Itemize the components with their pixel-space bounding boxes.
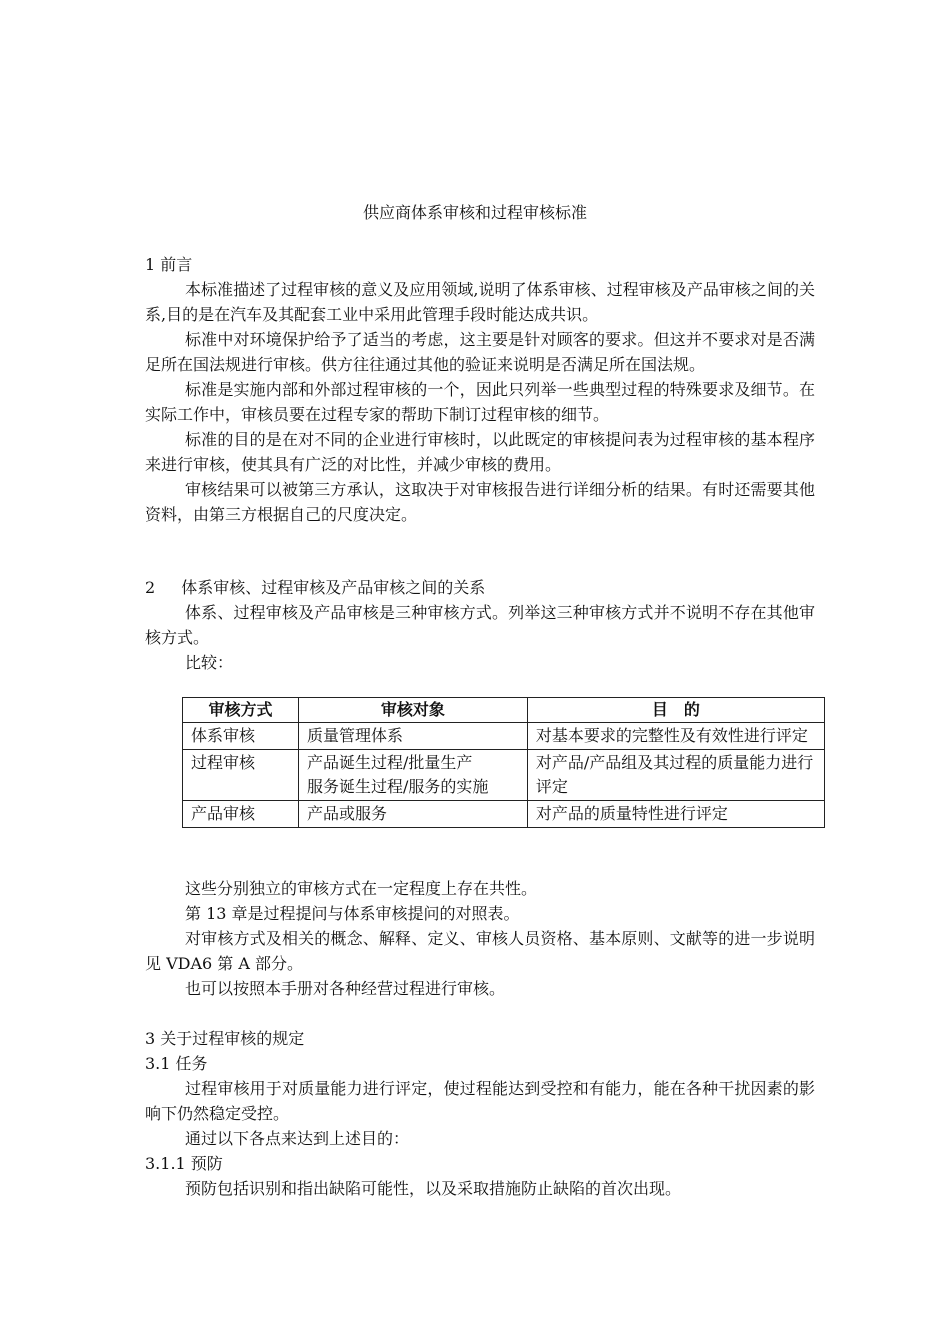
section-2-paragraph-2: 比较：: [185, 653, 234, 672]
table-cell-object: 质量管理体系: [299, 723, 528, 750]
table-header-object: 审核对象: [299, 698, 528, 723]
table-cell-object: [299, 750, 528, 801]
section-2-heading: [145, 575, 815, 600]
section-3-1-paragraph-2: 通过以下各点来达到上述目的：: [185, 1129, 410, 1148]
table-row: [183, 750, 825, 801]
document-title: 供应商体系审核和过程审核标准: [362, 203, 587, 222]
section-1-paragraph-2: 标准中对环境保护给予了适当的考虑，这主要是针对顾客的要求。但这并不要求对是否满足所在国法规进行审核。供方往往通过其他的验证来说明是否满足所在国法规。: [145, 330, 815, 374]
section-3-heading: 3 关于过程审核的规定: [145, 1029, 305, 1048]
table-cell-purpose: 对产品的质量特性进行评定: [527, 801, 824, 828]
table-cell-purpose: 对基本要求的完整性及有效性进行评定: [527, 723, 824, 750]
section-1-heading: 1 前言: [145, 255, 193, 274]
section-3-1-1-heading: 3.1.1 预防: [145, 1154, 223, 1173]
table-header-type: 审核方式: [183, 698, 299, 723]
section-1: [145, 252, 815, 527]
audit-comparison-table: [182, 697, 825, 828]
section-3-1-heading: 3.1 任务: [145, 1054, 208, 1073]
table-row: [183, 723, 825, 750]
section-2-paragraph-1: 体系、过程审核及产品审核是三种审核方式。列举这三种审核方式并不说明不存在其他审核方式。: [145, 603, 815, 647]
section-2-after-paragraph-3: 对审核方式及相关的概念、解释、定义、审核人员资格、基本原则、文献等的进一步说明见 VDA6 第 A 部分。: [145, 929, 815, 973]
section-2-title: 体系审核、过程审核及产品审核之间的关系: [181, 578, 486, 597]
table-cell-purpose: 对产品/产品组及其过程的质量能力进行评定: [527, 750, 824, 801]
section-2: [145, 575, 815, 675]
table-header-row: [183, 698, 825, 723]
table-row: [183, 801, 825, 828]
table-cell-object-line-1: 产品诞生过程/批量生产: [307, 753, 473, 772]
section-1-paragraph-4: 标准的目的是在对不同的企业进行审核时，以此既定的审核提问表为过程审核的基本程序来进行审核，使其具有广泛的对比性，并减少审核的费用。: [145, 430, 815, 474]
table-cell-type: 过程审核: [183, 750, 299, 801]
section-3: [145, 1026, 815, 1201]
section-1-paragraph-1: 本标准描述了过程审核的意义及应用领域,说明了体系审核、过程审核及产品审核之间的关系,目的是在汽车及其配套工业中采用此管理手段时能达成共识。: [145, 280, 815, 324]
section-1-paragraph-3: 标准是实施内部和外部过程审核的一个，因此只列举一些典型过程的特殊要求及细节。在实际工作中，审核员要在过程专家的帮助下制订过程审核的细节。: [145, 380, 815, 424]
section-3-1-paragraph-1: 过程审核用于对质量能力进行评定，使过程能达到受控和有能力，能在各种干扰因素的影响下仍然稳定受控。: [145, 1079, 815, 1123]
table-cell-type: 体系审核: [183, 723, 299, 750]
section-2-after-paragraph-2: 第 13 章是过程提问与体系审核提问的对照表。: [185, 904, 520, 923]
section-2-after-table: [145, 876, 815, 1001]
table-cell-object-line-2: 服务诞生过程/服务的实施: [307, 777, 489, 796]
section-2-number: 2: [145, 578, 156, 597]
section-2-after-paragraph-4: 也可以按照本手册对各种经营过程进行审核。: [185, 979, 506, 998]
table-cell-object: 产品或服务: [299, 801, 528, 828]
section-2-after-paragraph-1: 这些分别独立的审核方式在一定程度上存在共性。: [185, 879, 538, 898]
table-cell-type: 产品审核: [183, 801, 299, 828]
section-3-1-1-paragraph-1: 预防包括识别和指出缺陷可能性，以及采取措施防止缺陷的首次出现。: [185, 1179, 682, 1198]
section-1-paragraph-5: 审核结果可以被第三方承认，这取决于对审核报告进行详细分析的结果。有时还需要其他资料，由第三方根据自己的尺度决定。: [145, 480, 815, 524]
table-header-purpose: 目 的: [527, 698, 824, 723]
